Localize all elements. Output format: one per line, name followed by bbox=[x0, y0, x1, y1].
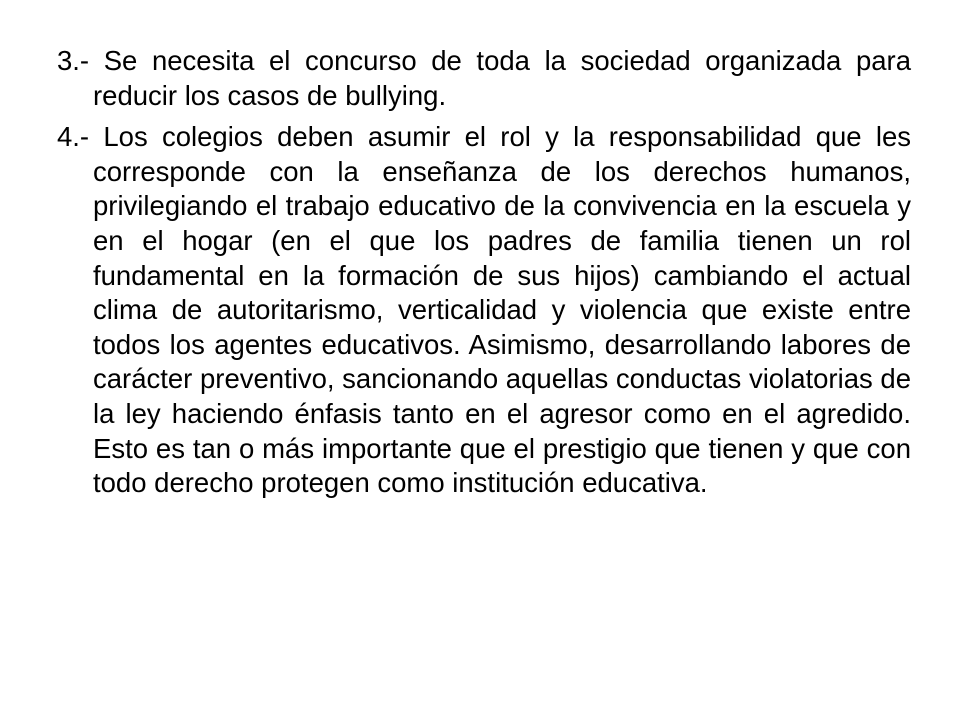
point-number: 3.- bbox=[57, 45, 90, 76]
numbered-point-4 bbox=[57, 120, 911, 501]
slide-body bbox=[57, 44, 911, 684]
point-text: Se necesita el concurso de toda la sociedad organizada para reducir los casos de bullying. bbox=[93, 45, 912, 111]
point-number: 4.- bbox=[57, 121, 90, 153]
numbered-point-3 bbox=[57, 44, 911, 113]
point-text: Los colegios deben asumir el rol y la responsabilidad que les corresponde con la enseñanza de los derechos humanos, privilegiando el trabajo educativo de la convivencia en la escuela y en el hogar (en el que los padres de familia tienen un rol fundamental en la formación de sus hijos) cambiando el actual clima de autoritarismo, verticalidad y violencia que existe entre todos los agentes educativos. Asimismo, desarrollando labores de carácter preventivo, sancionando aquellas conductas violatorias de la ley haciendo énfasis tanto en el agresor como en el agredido. Esto es tan o más importante que el prestigio que tienen y que con todo derecho protegen como institución educativa. bbox=[93, 121, 911, 499]
